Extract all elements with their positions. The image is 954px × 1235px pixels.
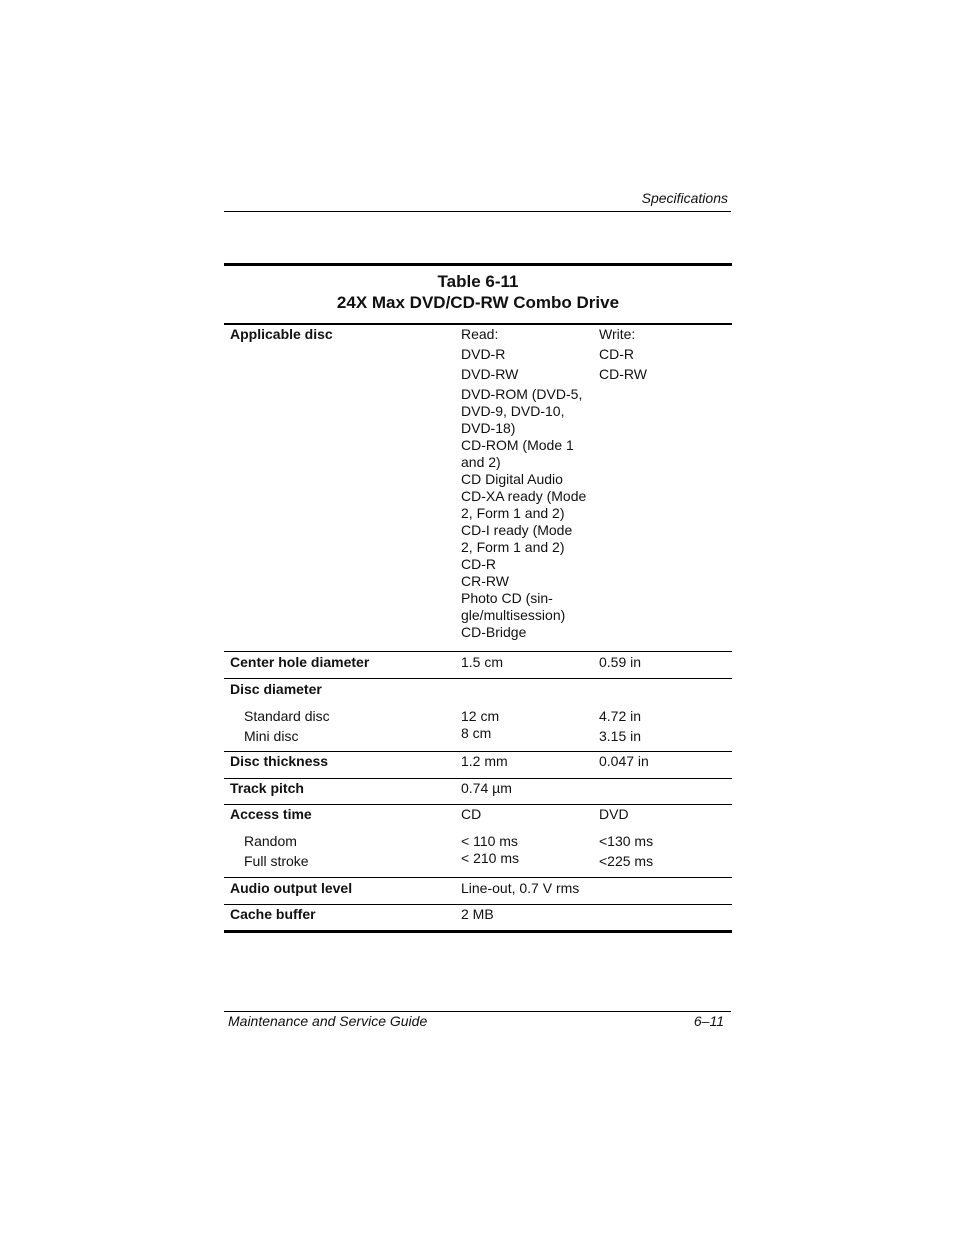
table-number: Table 6-11 [437, 272, 519, 291]
dvd-values [599, 833, 729, 870]
row-label: Disc thickness [230, 753, 329, 769]
list-item: 2, Form 1 and 2) [461, 505, 565, 521]
metric-value: 1.5 cm [461, 654, 504, 670]
table-row [224, 652, 732, 679]
read-list [461, 326, 591, 641]
column-heading: CD [461, 806, 482, 822]
sub-label: Full stroke [244, 853, 309, 869]
row-label: Disc diameter [230, 681, 322, 697]
metric-value: 12 cm [461, 708, 500, 724]
metric-value: 2 MB [461, 906, 494, 922]
spec-table [224, 325, 732, 933]
list-item: CD Digital Audio [461, 471, 563, 487]
metric-value: 0.74 µm [461, 780, 512, 796]
table-top-rule [224, 263, 732, 266]
section-label: Specifications [641, 190, 728, 206]
row-label: Audio output level [230, 880, 353, 896]
list-item: CD-R [461, 556, 496, 572]
metric-value: Line-out, 0.7 V rms [461, 880, 580, 896]
row-label: Applicable disc [230, 326, 333, 342]
list-item: CD-XA ready (Mode [461, 488, 587, 504]
metric-value: 8 cm [461, 725, 492, 741]
us-value: 4.72 in [599, 708, 642, 724]
list-item: and 2) [461, 454, 501, 470]
table-row [224, 805, 732, 878]
list-item: CD-ROM (Mode 1 [461, 437, 574, 453]
list-item: CD-R [599, 346, 634, 362]
row-label: Track pitch [230, 780, 304, 796]
list-item: DVD-18) [461, 420, 516, 436]
cd-value: < 110 ms [461, 833, 518, 849]
table-title: 24X Max DVD/CD-RW Combo Drive [336, 293, 620, 312]
list-item: DVD-RW [461, 366, 519, 382]
us-values [599, 708, 729, 745]
table-row [224, 779, 732, 805]
table-caption [224, 271, 732, 313]
header-rule [224, 211, 731, 212]
dvd-value: <225 ms [599, 853, 654, 869]
metric-values [461, 708, 591, 742]
row-label: Cache buffer [230, 906, 316, 922]
list-item: gle/multisession) [461, 607, 566, 623]
column-heading: DVD [599, 806, 629, 822]
metric-value: 1.2 mm [461, 753, 508, 769]
table-row [224, 325, 732, 652]
read-heading: Read: [461, 326, 499, 342]
table-row [224, 679, 732, 752]
footer-guide-title: Maintenance and Service Guide [228, 1013, 428, 1029]
write-heading: Write: [599, 326, 636, 342]
sub-label: Standard disc [244, 708, 330, 724]
list-item: CD-I ready (Mode [461, 522, 573, 538]
us-value: 3.15 in [599, 728, 642, 744]
list-item: CD-Bridge [461, 624, 527, 640]
table-row [224, 905, 732, 933]
page-number: 6–11 [693, 1013, 724, 1029]
list-item: 2, Form 1 and 2) [461, 539, 565, 555]
list-item: DVD-9, DVD-10, [461, 403, 565, 419]
list-item: DVD-R [461, 346, 506, 362]
list-item: DVD-ROM (DVD-5, [461, 386, 583, 402]
us-value: 0.047 in [599, 753, 649, 769]
dvd-value: <130 ms [599, 833, 654, 849]
sub-label: Mini disc [244, 728, 299, 744]
write-list [599, 326, 729, 383]
table-row [224, 752, 732, 779]
table-row [224, 878, 732, 905]
cd-values [461, 833, 591, 867]
footer-rule [224, 1011, 731, 1012]
row-label: Center hole diameter [230, 654, 370, 670]
cd-value: < 210 ms [461, 850, 519, 866]
us-value: 0.59 in [599, 654, 642, 670]
list-item: Photo CD (sin- [461, 590, 553, 606]
list-item: CD-RW [599, 366, 647, 382]
sub-label: Random [244, 833, 297, 849]
row-label: Access time [230, 806, 312, 822]
list-item: CR-RW [461, 573, 509, 589]
